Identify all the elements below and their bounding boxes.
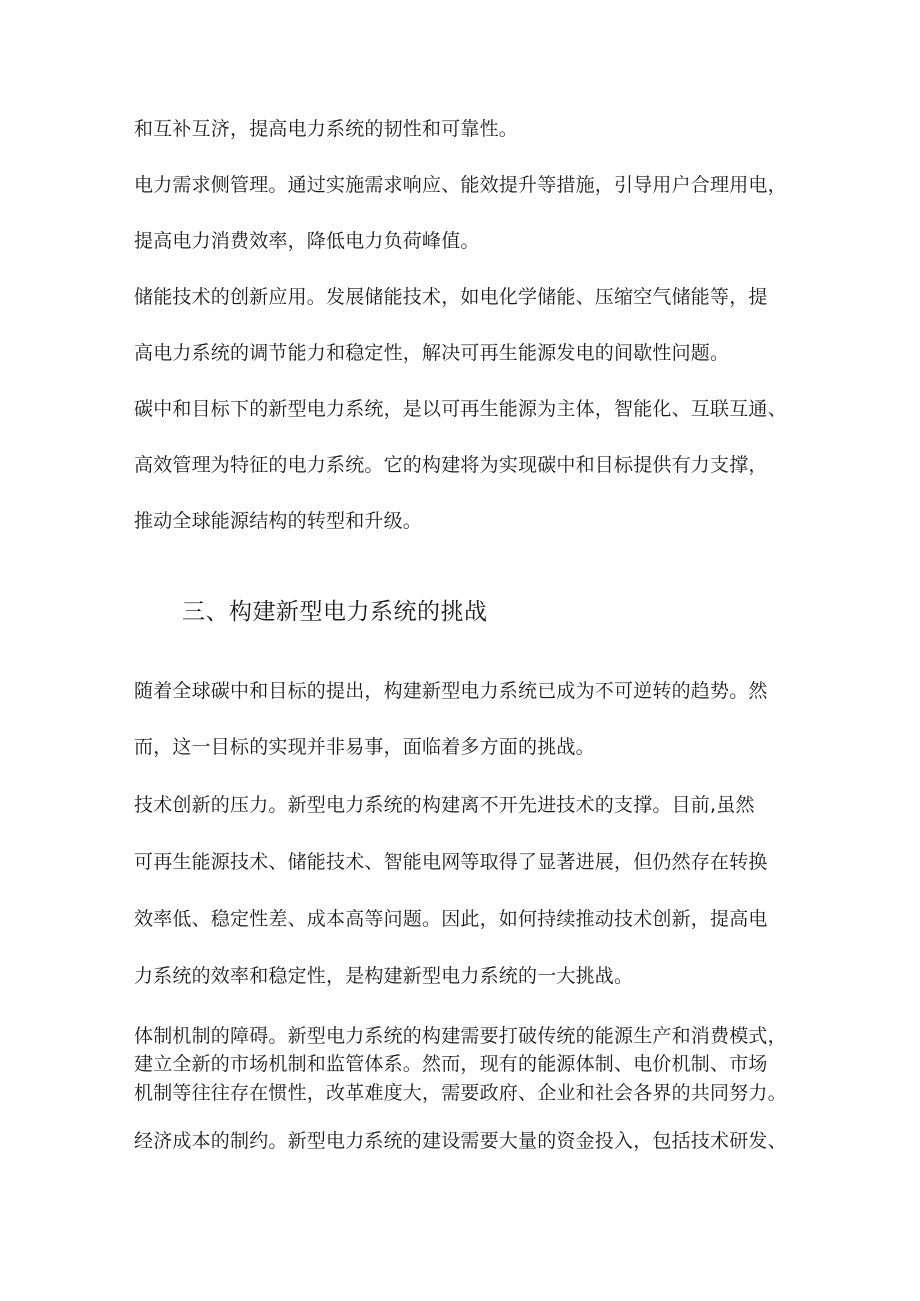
paragraph-line: 体制机制的障碍。新型电力系统的构建需要打破传统的能源生产和消费模式， [134, 1025, 787, 1047]
paragraph-line: 碳中和目标下的新型电力系统，是以可再生能源为主体，智能化、互联互通、 [134, 398, 787, 420]
paragraph-line: 随着全球碳中和目标的提出，构建新型电力系统已成为不可逆转的趋势。然 [134, 680, 768, 702]
paragraph-line: 机制等往往存在惯性，改革难度大，需要政府、企业和社会各界的共同努力。 [134, 1082, 787, 1104]
paragraph-line: 效率低、稳定性差、成本高等问题。因此，如何持续推动技术创新，提高电 [134, 908, 768, 930]
paragraph-line: 储能技术的创新应用。发展储能技术，如电化学储能、压缩空气储能等，提 [134, 286, 768, 308]
paragraph-line: 高效管理为特征的电力系统。它的构建将为实现碳中和目标提供有力支撑， [134, 454, 768, 476]
paragraph-line: 可再生能源技术、储能技术、智能电网等取得了显著进展，但仍然存在转换 [134, 851, 768, 873]
paragraph-line: 电力需求侧管理。通过实施需求响应、能效提升等措施，引导用户合理用电， [134, 174, 787, 196]
paragraph-line: 技术创新的压力。新型电力系统的构建离不开先进技术的支撑。目前,虽然 [134, 794, 755, 816]
section-heading: 三、构建新型电力系统的挑战 [182, 599, 488, 625]
paragraph-line: 提高电力消费效率，降低电力负荷峰值。 [134, 230, 480, 252]
paragraph-line: 建立全新的市场机制和监管体系。然而，现有的能源体制、电价机制、市场 [134, 1053, 768, 1075]
paragraph-line: 而，这一目标的实现并非易事，面临着多方面的挑战。 [134, 736, 595, 758]
paragraph-line: 高电力系统的调节能力和稳定性，解决可再生能源发电的间歇性问题。 [134, 342, 730, 364]
paragraph-line: 经济成本的制约。新型电力系统的建设需要大量的资金投入，包括技术研发、 [134, 1130, 787, 1152]
paragraph-line: 和互补互济，提高电力系统的韧性和可靠性。 [134, 118, 519, 140]
paragraph-line: 力系统的效率和稳定性，是构建新型电力系统的一大挑战。 [134, 965, 634, 987]
paragraph-line: 推动全球能源结构的转型和升级。 [134, 510, 423, 532]
